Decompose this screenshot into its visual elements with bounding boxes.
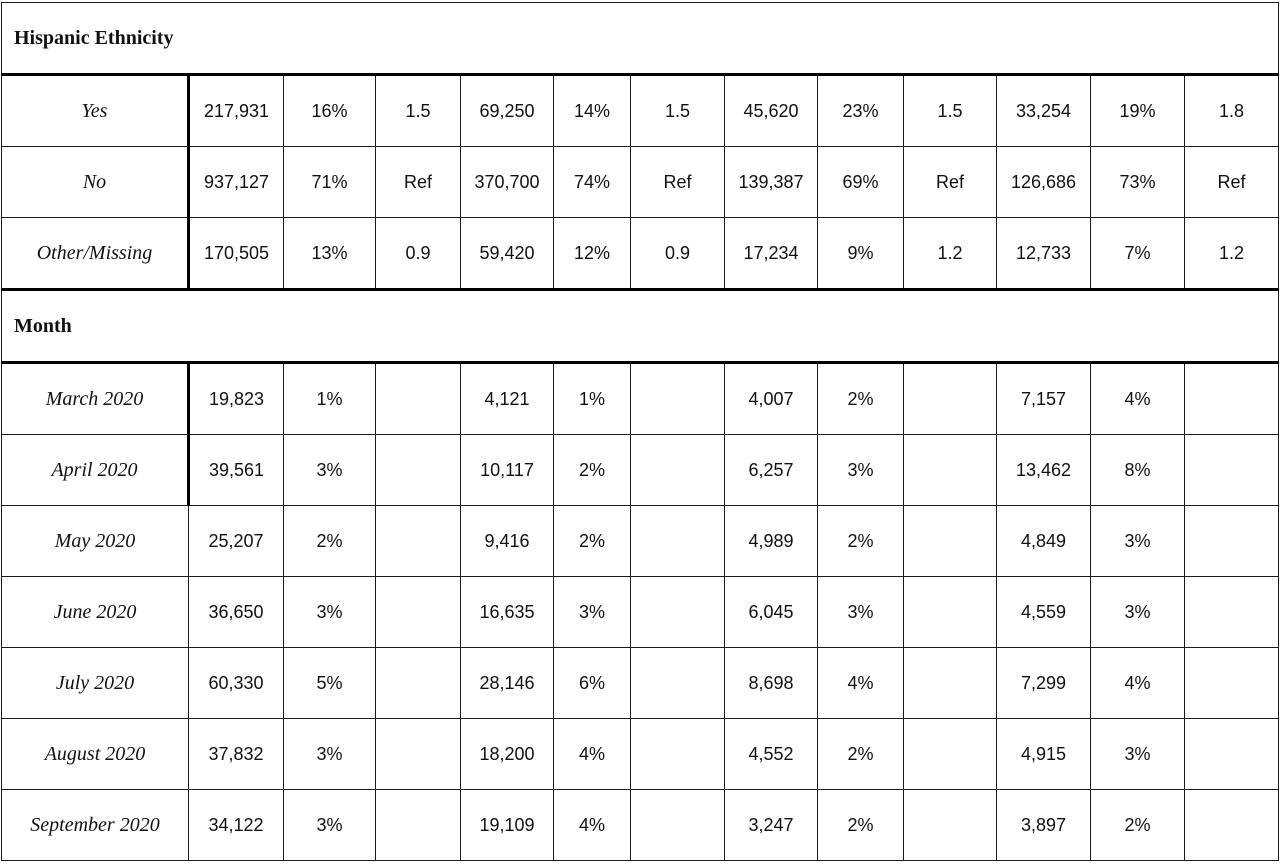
table-cell: 3% (554, 577, 631, 648)
row-label: No (2, 147, 189, 218)
table-cell: 10,117 (461, 435, 554, 506)
table-cell (904, 790, 997, 861)
table-cell (631, 648, 725, 719)
table-cell (904, 435, 997, 506)
table-cell: 3% (1091, 577, 1185, 648)
table-cell: 1% (554, 363, 631, 435)
table-row (2, 577, 1279, 648)
table-cell: 2% (554, 506, 631, 577)
table-cell: 1.5 (631, 75, 725, 147)
table-cell: 69% (818, 147, 904, 218)
section-header-row (2, 290, 1279, 363)
row-label: April 2020 (2, 435, 189, 506)
table-cell: Ref (376, 147, 461, 218)
table-cell: 3% (818, 577, 904, 648)
table-cell: 4% (1091, 648, 1185, 719)
table-cell: 14% (554, 75, 631, 147)
table-cell: 4% (1091, 363, 1185, 435)
table-cell: 59,420 (461, 218, 554, 290)
table-row (2, 790, 1279, 861)
section-title: Month (2, 290, 1279, 363)
table-cell: 4% (554, 719, 631, 790)
data-table (1, 2, 1279, 861)
table-row (2, 218, 1279, 290)
table-cell: 2% (818, 719, 904, 790)
table-cell: 4,007 (725, 363, 818, 435)
table-cell: 3% (818, 435, 904, 506)
table-cell: 23% (818, 75, 904, 147)
table-row (2, 435, 1279, 506)
table-cell: 4,849 (997, 506, 1091, 577)
table-cell (1185, 363, 1279, 435)
table-cell: 3% (284, 790, 376, 861)
section-header-row (2, 3, 1279, 75)
table-cell: 8,698 (725, 648, 818, 719)
table-cell: 19,109 (461, 790, 554, 861)
row-label: May 2020 (2, 506, 189, 577)
table-cell (631, 577, 725, 648)
table-cell: 7,157 (997, 363, 1091, 435)
table-cell (1185, 506, 1279, 577)
table-cell: 1.5 (376, 75, 461, 147)
table-cell: 1.8 (1185, 75, 1279, 147)
table-cell: 0.9 (631, 218, 725, 290)
row-label: June 2020 (2, 577, 189, 648)
table-cell (631, 790, 725, 861)
table-cell (376, 790, 461, 861)
table-cell: 1.5 (904, 75, 997, 147)
table-cell: 3% (1091, 506, 1185, 577)
table-cell: 13% (284, 218, 376, 290)
table-cell (631, 435, 725, 506)
table-cell (631, 506, 725, 577)
table-cell: 3% (284, 435, 376, 506)
table-cell: 19% (1091, 75, 1185, 147)
table-cell: 45,620 (725, 75, 818, 147)
table-row (2, 506, 1279, 577)
table-cell: 1% (284, 363, 376, 435)
table-cell: 36,650 (189, 577, 284, 648)
table-cell: 4,552 (725, 719, 818, 790)
table-cell: 16,635 (461, 577, 554, 648)
table-cell: 69,250 (461, 75, 554, 147)
table-cell: 9% (818, 218, 904, 290)
table-cell (376, 363, 461, 435)
row-label: March 2020 (2, 363, 189, 435)
table-cell: 6% (554, 648, 631, 719)
row-label: Other/Missing (2, 218, 189, 290)
table-cell: 3% (284, 577, 376, 648)
row-label: July 2020 (2, 648, 189, 719)
table-cell: 60,330 (189, 648, 284, 719)
table-row (2, 719, 1279, 790)
table-cell: Ref (1185, 147, 1279, 218)
table-cell: 71% (284, 147, 376, 218)
table-cell: 13,462 (997, 435, 1091, 506)
table-cell (376, 435, 461, 506)
table-cell: 16% (284, 75, 376, 147)
table-cell: 3% (284, 719, 376, 790)
table-cell: 7% (1091, 218, 1185, 290)
table-cell: 2% (818, 363, 904, 435)
table-cell: 5% (284, 648, 376, 719)
table-cell: 2% (1091, 790, 1185, 861)
table-cell: 1.2 (1185, 218, 1279, 290)
table-cell (904, 363, 997, 435)
table-row (2, 147, 1279, 218)
table-cell: 2% (818, 506, 904, 577)
table-cell: 4,559 (997, 577, 1091, 648)
row-label: September 2020 (2, 790, 189, 861)
table-cell: 37,832 (189, 719, 284, 790)
row-label: Yes (2, 75, 189, 147)
table-cell: 217,931 (189, 75, 284, 147)
table-cell: 2% (284, 506, 376, 577)
table-cell: 1.2 (904, 218, 997, 290)
table-cell: 74% (554, 147, 631, 218)
table-cell: 12% (554, 218, 631, 290)
table-cell: 73% (1091, 147, 1185, 218)
table-cell (1185, 719, 1279, 790)
table-cell (631, 719, 725, 790)
table-cell (904, 648, 997, 719)
table-cell: 7,299 (997, 648, 1091, 719)
table-cell (904, 719, 997, 790)
table-cell: 18,200 (461, 719, 554, 790)
table-cell: 3,897 (997, 790, 1091, 861)
table-cell: Ref (631, 147, 725, 218)
table-cell: 19,823 (189, 363, 284, 435)
table-cell: 4% (818, 648, 904, 719)
table-cell: 170,505 (189, 218, 284, 290)
table-row (2, 648, 1279, 719)
table-cell: 2% (818, 790, 904, 861)
table-cell: 8% (1091, 435, 1185, 506)
table-cell: 4,915 (997, 719, 1091, 790)
table-cell (631, 363, 725, 435)
table-cell: 370,700 (461, 147, 554, 218)
row-label: August 2020 (2, 719, 189, 790)
table-cell: 937,127 (189, 147, 284, 218)
table-row (2, 75, 1279, 147)
table-cell: 3% (1091, 719, 1185, 790)
table-cell: 4% (554, 790, 631, 861)
table-cell: 39,561 (189, 435, 284, 506)
table-cell: 33,254 (997, 75, 1091, 147)
table-cell: 4,989 (725, 506, 818, 577)
table-cell (1185, 790, 1279, 861)
table-cell (376, 648, 461, 719)
table-row (2, 363, 1279, 435)
table-cell (376, 577, 461, 648)
table-cell (1185, 577, 1279, 648)
table-cell: 6,257 (725, 435, 818, 506)
table-cell (1185, 648, 1279, 719)
table-cell: 34,122 (189, 790, 284, 861)
table-cell (904, 577, 997, 648)
table-cell: 139,387 (725, 147, 818, 218)
table-cell: 0.9 (376, 218, 461, 290)
table-cell: 4,121 (461, 363, 554, 435)
table-cell (376, 506, 461, 577)
table-cell: 6,045 (725, 577, 818, 648)
table-cell: 9,416 (461, 506, 554, 577)
table-cell: 2% (554, 435, 631, 506)
table-cell: 17,234 (725, 218, 818, 290)
table-cell: 25,207 (189, 506, 284, 577)
table-cell: Ref (904, 147, 997, 218)
table-cell: 3,247 (725, 790, 818, 861)
table-cell: 12,733 (997, 218, 1091, 290)
section-title: Hispanic Ethnicity (2, 3, 1279, 75)
table-cell (904, 506, 997, 577)
table-cell: 126,686 (997, 147, 1091, 218)
table-cell (376, 719, 461, 790)
table-cell: 28,146 (461, 648, 554, 719)
table-cell (1185, 435, 1279, 506)
